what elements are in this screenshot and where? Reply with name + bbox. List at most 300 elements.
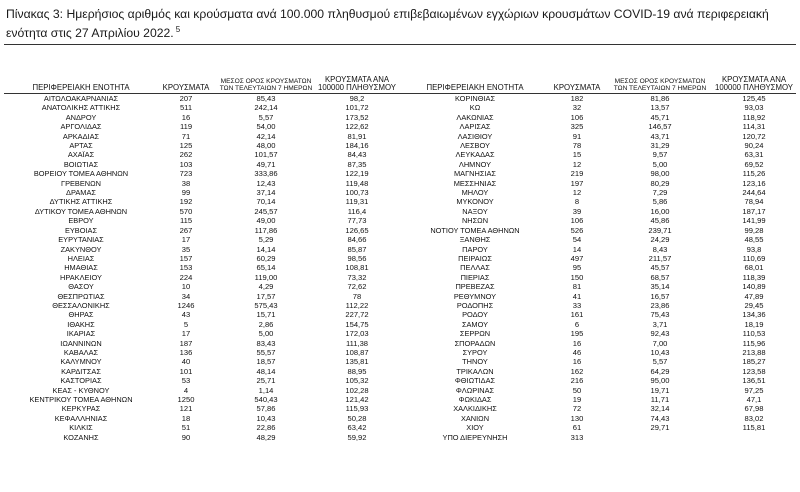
cases-cell: 4: [183, 385, 189, 395]
region-cell: ΚΕΦΑΛΛΗΝΙΑΣ: [54, 413, 108, 423]
avg7-cell: 57,86: [256, 404, 276, 414]
avg7-cell: 16,57: [650, 291, 670, 301]
table-row: [404, 216, 796, 225]
cases-cell: 17: [181, 235, 191, 245]
region-cell: ΘΑΣΟΥ: [68, 282, 94, 292]
cases-cell: 19: [572, 395, 582, 404]
table-row: [6, 122, 398, 131]
per100k-cell: 172,03: [345, 329, 369, 339]
table-row: [6, 386, 398, 395]
avg7-cell: 64,29: [650, 366, 670, 376]
cases-cell: 157: [179, 253, 193, 263]
cases-cell: 723: [179, 169, 193, 179]
footnote-marker: 5: [175, 25, 181, 34]
region-cell: ΚΕΝΤΡΙΚΟΥ ΤΟΜΕΑ ΑΘΗΝΩΝ: [29, 395, 133, 404]
table-row: [404, 207, 796, 216]
region-cell: ΞΑΝΘΗΣ: [459, 235, 491, 245]
per100k-cell: 98,56: [347, 253, 367, 263]
avg7-cell: 5,00: [258, 329, 274, 339]
cases-cell: 10: [181, 282, 191, 292]
region-cell: ΑΡΓΟΛΙΔΑΣ: [60, 122, 102, 132]
table-row: [6, 235, 398, 244]
avg7-cell: 119,00: [254, 272, 278, 282]
table-row: [6, 329, 398, 338]
region-cell: ΥΠΟ ΔΙΕΡΕΥΝΗΣΗ: [442, 432, 508, 442]
table-row: [6, 339, 398, 348]
avg7-cell: 25,71: [256, 376, 276, 386]
avg7-cell: 333,86: [254, 169, 278, 179]
per100k-cell: 101,72: [345, 103, 369, 113]
region-cell: ΘΕΣΠΡΩΤΙΑΣ: [57, 291, 105, 301]
table-row: [6, 169, 398, 178]
avg7-cell: 48,29: [256, 432, 276, 442]
cases-cell: 32: [572, 103, 582, 113]
avg7-cell: 29,71: [650, 423, 670, 433]
region-cell: ΙΘΑΚΗΣ: [67, 319, 95, 329]
region-cell: ΕΒΡΟΥ: [68, 216, 94, 226]
region-cell: ΚΑΒΑΛΑΣ: [63, 347, 99, 357]
per100k-cell: 102,28: [345, 385, 369, 395]
avg7-cell: 11,71: [650, 395, 670, 404]
cases-cell: 219: [570, 169, 584, 179]
cases-cell: 43: [181, 310, 191, 320]
cases-cell: 61: [572, 423, 582, 433]
table-row: [404, 263, 796, 272]
avg7-cell: 85,43: [256, 94, 276, 103]
per100k-cell: 73,32: [347, 272, 367, 282]
cases-cell: 50: [572, 385, 582, 395]
cases-cell: 71: [181, 131, 191, 141]
cases-cell: 224: [179, 272, 193, 282]
region-cell: ΡΕΘΥΜΝΟΥ: [453, 291, 497, 301]
table-row: [404, 310, 796, 319]
avg7-cell: 48,00: [256, 141, 276, 151]
avg7-cell: 2,86: [258, 319, 274, 329]
table-row: [404, 404, 796, 413]
cases-cell: 91: [572, 131, 582, 141]
table-row: [6, 188, 398, 197]
per100k-cell: 121,42: [345, 395, 369, 404]
header-region: ΠΕΡΙΦΕΡΕΙΑΚΗ ΕΝΟΤΗΤΑ: [426, 83, 524, 92]
table-row: [404, 141, 796, 150]
region-cell: ΝΟΤΙΟΥ ΤΟΜΕΑ ΑΘΗΝΩΝ: [430, 225, 520, 235]
cases-cell: 17: [181, 329, 191, 339]
per100k-cell: 115,93: [345, 404, 369, 414]
per100k-cell: 77,73: [347, 216, 367, 226]
avg7-cell: 68,57: [650, 272, 670, 282]
region-cell: ΒΟΙΩΤΙΑΣ: [63, 159, 99, 169]
table-row: [6, 94, 398, 103]
cases-cell: 14: [572, 244, 582, 254]
per100k-cell: 115,96: [742, 338, 766, 348]
avg7-cell: 32,14: [650, 404, 670, 414]
cases-cell: 15: [572, 150, 582, 160]
per100k-cell: 98,2: [349, 94, 365, 103]
region-cell: ΧΑΛΚΙΔΙΚΗΣ: [453, 404, 497, 414]
per100k-cell: 100,73: [345, 188, 369, 198]
avg7-cell: 4,29: [258, 282, 274, 292]
region-cell: ΛΑΣΙΘΙΟΥ: [457, 131, 493, 141]
table-row: [6, 423, 398, 432]
per100k-cell: 69,52: [744, 159, 764, 169]
per100k-cell: 78: [352, 291, 362, 301]
per100k-cell: 184,16: [345, 141, 369, 151]
cases-cell: 1246: [177, 300, 195, 310]
right-table: [404, 69, 796, 442]
region-cell: ΝΗΣΩΝ: [461, 216, 489, 226]
cases-cell: 16: [181, 112, 191, 122]
region-cell: ΕΥΒΟΙΑΣ: [64, 225, 98, 235]
avg7-cell: 3,71: [652, 319, 668, 329]
avg7-cell: 7,29: [652, 188, 668, 198]
avg7-cell: 95,00: [650, 376, 670, 386]
region-cell: ΛΕΥΚΑΔΑΣ: [455, 150, 495, 160]
cases-cell: 570: [179, 206, 193, 216]
per100k-cell: 115,26: [742, 169, 766, 179]
per100k-cell: 110,69: [742, 253, 766, 263]
table-row: [404, 433, 796, 442]
region-cell: ΛΕΣΒΟΥ: [460, 141, 490, 151]
per100k-cell: 119,31: [345, 197, 369, 207]
table-row: [404, 376, 796, 385]
avg7-cell: 70,14: [256, 197, 276, 207]
header-per100k: ΚΡΟΥΣΜΑΤΑ ΑΝΑ 100000 ΠΛΗΘΥΣΜΟΥ: [715, 75, 793, 92]
table-row: [6, 263, 398, 272]
per100k-cell: 119,48: [345, 178, 369, 188]
per100k-cell: 120,72: [742, 131, 766, 141]
per100k-cell: 123,58: [742, 366, 766, 376]
table-row: [404, 339, 796, 348]
cases-cell: 6: [574, 319, 580, 329]
region-cell: ΕΥΡΥΤΑΝΙΑΣ: [58, 235, 104, 245]
table-row: [404, 301, 796, 310]
table-row: [404, 273, 796, 282]
region-cell: ΑΧΑΪΑΣ: [67, 150, 95, 160]
per100k-cell: 29,45: [744, 300, 764, 310]
table-row: [6, 310, 398, 319]
cases-cell: 12: [572, 188, 582, 198]
cases-cell: 16: [572, 357, 582, 367]
cases-cell: 526: [570, 225, 584, 235]
region-cell: ΧΙΟΥ: [466, 423, 484, 433]
cases-cell: 35: [181, 244, 191, 254]
per100k-cell: 72,62: [347, 282, 367, 292]
cases-cell: 103: [179, 159, 193, 169]
avg7-cell: 5,86: [652, 197, 668, 207]
cases-cell: 5: [183, 319, 189, 329]
avg7-cell: 31,29: [650, 141, 670, 151]
avg7-cell: 54,00: [256, 122, 276, 132]
cases-cell: 12: [572, 159, 582, 169]
per100k-cell: 47,1: [746, 395, 762, 404]
table-row: [6, 245, 398, 254]
region-cell: ΤΗΝΟΥ: [462, 357, 488, 367]
per100k-cell: 88,95: [347, 366, 367, 376]
per100k-cell: 213,88: [742, 347, 766, 357]
cases-cell: 51: [181, 423, 191, 433]
per100k-cell: 187,17: [742, 206, 766, 216]
per100k-cell: 87,35: [347, 159, 367, 169]
table-row: [404, 226, 796, 235]
per100k-cell: 173,52: [345, 112, 369, 122]
per100k-cell: 63,42: [347, 423, 367, 433]
table-row: [404, 320, 796, 329]
per100k-cell: 108,81: [345, 263, 369, 273]
table-row: [6, 320, 398, 329]
per100k-cell: 123,16: [742, 178, 766, 188]
avg7-cell: 5,57: [258, 112, 274, 122]
left-table-body: [6, 94, 398, 442]
table-row: [6, 395, 398, 404]
region-cell: ΛΑΚΩΝΙΑΣ: [456, 112, 494, 122]
cases-cell: 40: [181, 357, 191, 367]
cases-cell: 38: [181, 178, 191, 188]
cases-cell: 53: [181, 376, 191, 386]
per100k-cell: 115,81: [742, 423, 766, 433]
per100k-cell: 18,19: [744, 319, 764, 329]
region-cell: ΠΑΡΟΥ: [462, 244, 488, 254]
region-cell: ΒΟΡΕΙΟΥ ΤΟΜΕΑ ΑΘΗΝΩΝ: [33, 169, 129, 179]
per100k-cell: 90,24: [744, 141, 764, 151]
table-row: [6, 433, 398, 442]
region-cell: ΚΙΛΚΙΣ: [69, 423, 93, 433]
table-row: [404, 132, 796, 141]
table-row: [404, 160, 796, 169]
avg7-cell: 81,86: [650, 94, 670, 103]
cases-cell: 162: [570, 366, 584, 376]
table-row: [404, 188, 796, 197]
table-row: [6, 226, 398, 235]
region-cell: ΙΚΑΡΙΑΣ: [66, 329, 96, 339]
avg7-cell: 211,57: [648, 253, 672, 263]
table-row: [6, 404, 398, 413]
region-cell: ΠΡΕΒΕΖΑΣ: [455, 282, 495, 292]
cases-cell: 18: [181, 413, 191, 423]
table-row: [404, 414, 796, 423]
avg7-cell: 80,29: [650, 178, 670, 188]
region-cell: ΘΗΡΑΣ: [68, 310, 94, 320]
cases-cell: 41: [572, 291, 582, 301]
per100k-cell: 134,36: [742, 310, 766, 320]
region-cell: ΗΡΑΚΛΕΙΟΥ: [60, 272, 102, 282]
per100k-cell: 81,91: [347, 131, 367, 141]
table-row: [6, 301, 398, 310]
cases-cell: 197: [570, 178, 584, 188]
avg7-cell: 13,57: [650, 103, 670, 113]
cases-cell: 325: [570, 122, 584, 132]
top-rule: [4, 44, 796, 45]
per100k-cell: 118,39: [742, 272, 766, 282]
region-cell: ΚΑΛΥΜΝΟΥ: [60, 357, 102, 367]
per100k-cell: 67,98: [744, 404, 764, 414]
per100k-cell: 114,31: [742, 122, 766, 132]
table-row: [6, 197, 398, 206]
per100k-cell: 97,25: [744, 385, 764, 395]
header-avg7: ΜΕΣΟΣ ΟΡΟΣ ΚΡΟΥΣΜΑΤΩΝ ΤΩΝ ΤΕΛΕΥΤΑΙΩΝ 7 ΗΜΕΡΩΝ: [219, 78, 313, 92]
region-cell: ΜΑΓΝΗΣΙΑΣ: [454, 169, 496, 179]
table-row: [404, 113, 796, 122]
avg7-cell: 22,86: [256, 423, 276, 433]
cases-cell: 99: [181, 188, 191, 198]
per100k-cell: 154,75: [345, 319, 369, 329]
table-row: [404, 329, 796, 338]
table-row: [404, 357, 796, 366]
region-cell: ΑΝΔΡΟΥ: [65, 112, 97, 122]
per100k-cell: 122,19: [345, 169, 369, 179]
avg7-cell: 74,43: [650, 413, 670, 423]
table-row: [404, 395, 796, 404]
region-cell: ΔΥΤΙΚΟΥ ΤΟΜΕΑ ΑΘΗΝΩΝ: [34, 206, 128, 216]
cases-cell: 161: [570, 310, 584, 320]
avg7-cell: 540,43: [254, 395, 278, 404]
per100k-cell: 141,99: [742, 216, 766, 226]
cases-cell: 16: [572, 338, 582, 348]
region-cell: ΗΛΕΙΑΣ: [67, 253, 95, 263]
cases-cell: 34: [181, 291, 191, 301]
avg7-cell: 1,14: [258, 385, 274, 395]
region-cell: ΜΕΣΣΗΝΙΑΣ: [453, 178, 497, 188]
per100k-cell: 108,87: [345, 347, 369, 357]
region-cell: ΗΜΑΘΙΑΣ: [64, 263, 98, 273]
region-cell: ΚΑΡΔΙΤΣΑΣ: [61, 366, 101, 376]
region-cell: ΑΡΤΑΣ: [69, 141, 93, 151]
cases-cell: 90: [181, 432, 191, 442]
table-row: [404, 348, 796, 357]
caption-text: Πίνακας 3: Ημερήσιος αριθμός και κρούσματα ανά 100.000 πληθυσμού επιβεβαιωμένων εγχώριων κρουσμάτων COVID-19 ανά περιφερειακή ενότητα στις 27 Απριλίου 2022.: [6, 7, 769, 40]
cases-cell: 119: [179, 122, 193, 132]
table-row: [404, 179, 796, 188]
region-cell: ΚΟΡΙΝΘΙΑΣ: [454, 94, 496, 103]
per100k-cell: 68,01: [744, 263, 764, 273]
cases-cell: 511: [179, 103, 193, 113]
avg7-cell: 17,57: [256, 291, 276, 301]
table-row: [6, 367, 398, 376]
region-cell: ΣΑΜΟΥ: [461, 319, 489, 329]
per100k-cell: 84,66: [347, 235, 367, 245]
per100k-cell: 122,62: [345, 122, 369, 132]
avg7-cell: 19,71: [650, 385, 670, 395]
table-row: [6, 179, 398, 188]
table-row: [6, 273, 398, 282]
per100k-cell: 227,72: [345, 310, 369, 320]
region-cell: ΚΕΡΚΥΡΑΣ: [61, 404, 101, 414]
avg7-cell: 24,29: [650, 235, 670, 245]
cases-cell: 207: [179, 94, 193, 103]
avg7-cell: 35,14: [650, 282, 670, 292]
table-row: [6, 254, 398, 263]
region-cell: ΝΑΞΟΥ: [462, 206, 488, 216]
per100k-cell: 59,92: [347, 432, 367, 442]
table-row: [404, 94, 796, 103]
region-cell: ΡΟΔΟΥ: [462, 310, 488, 320]
per100k-cell: [712, 433, 796, 442]
table-row: [404, 245, 796, 254]
per100k-cell: 83,02: [744, 413, 764, 423]
cases-cell: 313: [570, 432, 584, 442]
table-row: [404, 254, 796, 263]
table-row: [404, 386, 796, 395]
per100k-cell: 85,87: [347, 244, 367, 254]
table-row: [6, 207, 398, 216]
avg7-cell: 98,00: [650, 169, 670, 179]
region-cell: ΔΡΑΜΑΣ: [66, 188, 96, 198]
region-cell: ΠΕΛΛΑΣ: [460, 263, 490, 273]
avg7-cell: 43,71: [650, 131, 670, 141]
region-cell: ΚΟΖΑΝΗΣ: [63, 432, 99, 442]
avg7-cell: 5,00: [652, 159, 668, 169]
header-cases: ΚΡΟΥΣΜΑΤΑ: [553, 83, 601, 92]
region-cell: ΦΘΙΩΤΙΔΑΣ: [454, 376, 496, 386]
per100k-cell: 185,27: [742, 357, 766, 367]
table-row: [404, 103, 796, 112]
region-cell: ΔΥΤΙΚΗΣ ΑΤΤΙΚΗΣ: [49, 197, 113, 207]
per100k-cell: 125,45: [742, 94, 766, 103]
cases-cell: 33: [572, 300, 582, 310]
avg7-cell: 5,29: [258, 235, 274, 245]
avg7-cell: 14,14: [256, 244, 276, 254]
region-cell: ΡΟΔΟΠΗΣ: [456, 300, 494, 310]
cases-cell: 81: [572, 282, 582, 292]
table-row: [404, 282, 796, 291]
avg7-cell: 45,71: [650, 112, 670, 122]
per100k-cell: 244,64: [742, 188, 766, 198]
table-row: [6, 103, 398, 112]
avg7-cell: 10,43: [256, 413, 276, 423]
region-cell: ΑΙΤΩΛΟΑΚΑΡΝΑΝΙΑΣ: [43, 94, 119, 103]
cases-cell: 39: [572, 206, 582, 216]
cases-cell: 150: [570, 272, 584, 282]
per100k-cell: 111,38: [345, 338, 369, 348]
per100k-cell: 99,28: [744, 225, 764, 235]
cases-cell: 54: [572, 235, 582, 245]
right-table-body: [404, 94, 796, 442]
avg7-cell: 55,57: [256, 347, 276, 357]
avg7-cell: 8,43: [652, 244, 668, 254]
avg7-cell: 92,43: [650, 329, 670, 339]
avg7-cell: 101,57: [254, 150, 278, 160]
per100k-cell: 126,65: [345, 225, 369, 235]
avg7-cell: 9,57: [652, 150, 668, 160]
cases-cell: 130: [570, 413, 584, 423]
cases-cell: 106: [570, 112, 584, 122]
region-cell: ΙΩΑΝΝΙΝΩΝ: [60, 338, 102, 348]
avg7-cell: 16,00: [650, 206, 670, 216]
cases-cell: 95: [572, 263, 582, 273]
avg7-cell: [608, 433, 712, 442]
per100k-cell: 47,89: [744, 291, 764, 301]
avg7-cell: 42,14: [256, 131, 276, 141]
region-cell: ΘΕΣΣΑΛΟΝΙΚΗΣ: [52, 300, 110, 310]
table-row: [6, 132, 398, 141]
cases-cell: 136: [179, 347, 193, 357]
avg7-cell: 49,00: [256, 216, 276, 226]
avg7-cell: 45,57: [650, 263, 670, 273]
per100k-cell: 112,22: [345, 300, 369, 310]
region-cell: ΠΕΙΡΑΙΩΣ: [458, 253, 492, 263]
region-cell: ΚΕΑΣ - ΚΥΘΝΟΥ: [52, 385, 110, 395]
table-row: [6, 113, 398, 122]
per100k-cell: 136,51: [742, 376, 766, 386]
avg7-cell: 242,14: [254, 103, 278, 113]
cases-cell: 192: [179, 197, 193, 207]
table-row: [6, 160, 398, 169]
avg7-cell: 245,57: [254, 206, 278, 216]
header-per100k: ΚΡΟΥΣΜΑΤΑ ΑΝΑ 100000 ΠΛΗΘΥΣΜΟΥ: [318, 75, 396, 92]
avg7-cell: 18,57: [256, 357, 276, 367]
table-row: [404, 292, 796, 301]
avg7-cell: 75,43: [650, 310, 670, 320]
region-cell: ΣΥΡΟΥ: [462, 347, 488, 357]
